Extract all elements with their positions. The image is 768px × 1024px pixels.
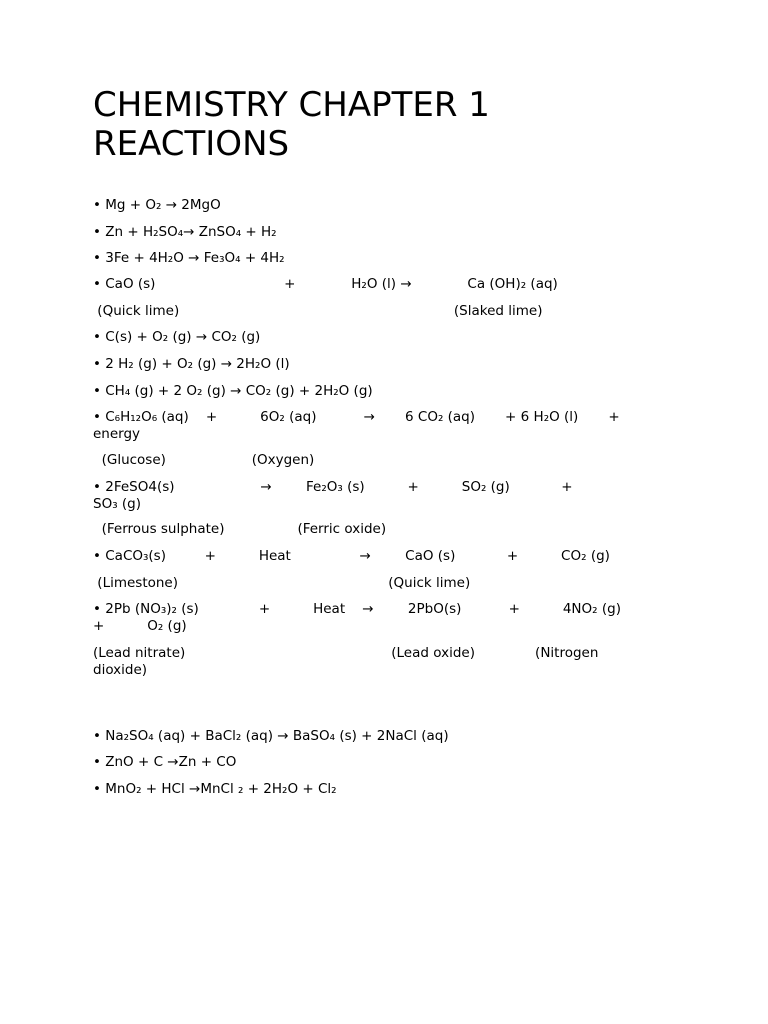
- label-line: (Lead nitrate) (Lead oxide) (Nitrogen dioxide): [93, 645, 599, 678]
- label-line: (Limestone) (Quick lime): [93, 575, 471, 591]
- label-line: (Ferrous sulphate) (Ferric oxide): [93, 521, 387, 537]
- reaction-line: • CaCO₃(s) + Heat → CaO (s) + CO₂ (g): [93, 548, 610, 564]
- reaction-line: • 2 H₂ (g) + O₂ (g) → 2H₂O (l): [93, 356, 290, 372]
- reaction-line: • MnO₂ + HCl →MnCl ₂ + 2H₂O + Cl₂: [93, 781, 337, 797]
- reaction-line: • 2FeSO4(s) → Fe₂O₃ (s) + SO₂ (g) + SO₃ (g): [93, 479, 573, 512]
- reaction-line: • CaO (s) + H₂O (l) → Ca (OH)₂ (aq): [93, 276, 558, 292]
- reaction-line: • ZnO + C →Zn + CO: [93, 754, 237, 770]
- reaction-line: • Mg + O₂ → 2MgO: [93, 197, 221, 213]
- title-line-2: REACTIONS: [93, 124, 290, 164]
- page-title: [93, 86, 653, 164]
- reaction-line: • Zn + H₂SO₄→ ZnSO₄ + H₂: [93, 224, 277, 240]
- reaction-line: • C₆H₁₂O₆ (aq) + 6O₂ (aq) → 6 CO₂ (aq) + 6 H₂O (l) + energy: [93, 409, 620, 442]
- reaction-line: • C(s) + O₂ (g) → CO₂ (g): [93, 329, 261, 345]
- reaction-line: • 2Pb (NO₃)₂ (s) + Heat → 2PbO(s) + 4NO₂ (g) + O₂ (g): [93, 601, 621, 634]
- label-line: (Glucose) (Oxygen): [93, 452, 315, 468]
- label-line: (Quick lime) (Slaked lime): [93, 303, 543, 319]
- reaction-line: • 3Fe + 4H₂O → Fe₃O₄ + 4H₂: [93, 250, 285, 266]
- title-line-1: CHEMISTRY CHAPTER 1: [93, 85, 490, 125]
- reaction-line: • CH₄ (g) + 2 O₂ (g) → CO₂ (g) + 2H₂O (g): [93, 383, 373, 399]
- reaction-line: • Na₂SO₄ (aq) + BaCl₂ (aq) → BaSO₄ (s) + 2NaCl (aq): [93, 728, 449, 744]
